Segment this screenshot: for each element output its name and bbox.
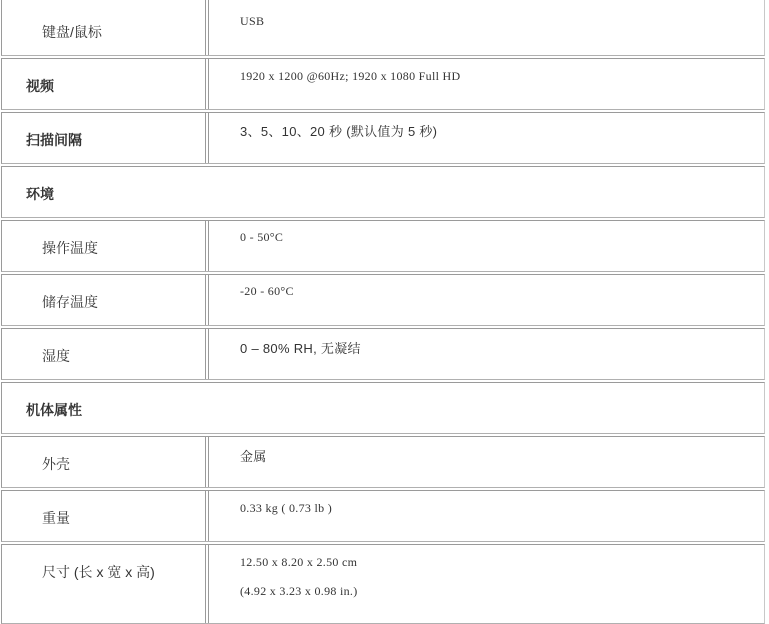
spec-label: 外壳 <box>42 456 70 472</box>
spec-row-storage-temp <box>1 274 765 326</box>
spec-value-cell <box>208 437 764 487</box>
spec-label: 储存温度 <box>42 294 98 310</box>
spec-label-cell <box>2 545 206 623</box>
spec-value-cell <box>208 221 764 271</box>
spec-row-video <box>1 58 765 110</box>
spec-label-cell <box>2 329 206 379</box>
spec-label: 扫描间隔 <box>26 132 82 148</box>
spec-label: 湿度 <box>42 348 70 364</box>
spec-value-cell <box>208 275 764 325</box>
spec-value: 3、5、10、20 秒 (默认值为 5 秒) <box>240 124 438 139</box>
spec-value: -20 - 60°C <box>240 284 294 298</box>
spec-value: 0.33 kg ( 0.73 lb ) <box>240 501 333 515</box>
spec-label-cell <box>2 59 206 109</box>
spec-row-operating-temp <box>1 220 765 272</box>
spec-value-cell <box>208 0 764 55</box>
spec-value: 12.50 x 8.20 x 2.50 cm <box>240 555 358 569</box>
spec-value: 0 – 80% RH, 无凝结 <box>240 341 361 356</box>
spec-value-cell <box>208 59 764 109</box>
spec-row-keyboard-mouse <box>1 0 765 56</box>
spec-value-secondary: (4.92 x 3.23 x 0.98 in.) <box>240 584 358 598</box>
section-title: 机体属性 <box>26 402 82 418</box>
spec-value: USB <box>240 14 265 28</box>
spec-label-cell <box>2 221 206 271</box>
spec-value-cell <box>208 329 764 379</box>
spec-row-weight <box>1 490 765 542</box>
section-header-physical <box>1 382 765 434</box>
spec-label-cell <box>2 491 206 541</box>
spec-label-cell <box>2 113 206 163</box>
spec-label: 尺寸 (长 x 宽 x 高) <box>42 564 155 580</box>
spec-label-cell <box>2 0 206 55</box>
spec-row-dimensions <box>1 544 765 624</box>
spec-value: 1920 x 1200 @60Hz; 1920 x 1080 Full HD <box>240 69 461 83</box>
spec-label-cell <box>2 437 206 487</box>
spec-value: 0 - 50°C <box>240 230 284 244</box>
spec-label-cell <box>2 275 206 325</box>
spec-label: 操作温度 <box>42 240 98 256</box>
spec-value-cell <box>208 491 764 541</box>
spec-value-cell <box>208 113 764 163</box>
spec-row-housing <box>1 436 765 488</box>
spec-row-humidity <box>1 328 765 380</box>
section-header-environment <box>1 166 765 218</box>
spec-label: 视频 <box>26 78 54 94</box>
spec-value-cell <box>208 545 764 623</box>
spec-row-scan-interval <box>1 112 765 164</box>
spec-label: 键盘/鼠标 <box>42 24 102 40</box>
section-title: 环境 <box>26 186 54 202</box>
spec-label: 重量 <box>42 510 70 526</box>
spec-value: 金属 <box>240 449 267 464</box>
